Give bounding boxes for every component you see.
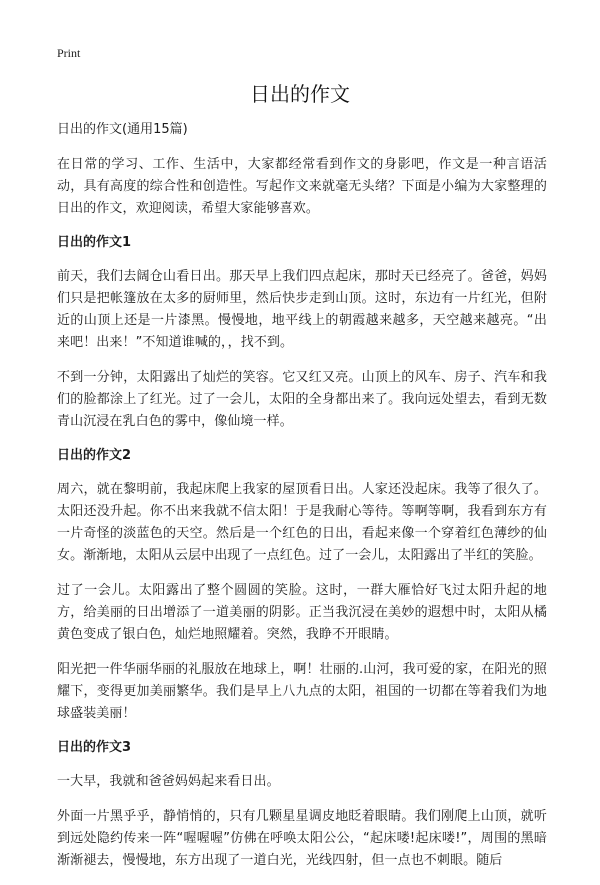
intro-paragraph: 在日常的学习、工作、生活中，大家都经常看到作文的身影吧，作文是一种言语活动，具有高度的综合性和创造性。写起作文来就毫无头绪？下面是小编为大家整理的日出的作文，欢迎阅读，希望大家能够喜欢。 [57,157,547,216]
section-paragraph: 阳光把一件华丽华丽的礼服放在地球上，啊！壮丽的.山河，我可爱的家，在阳光的照耀下，变得更加美丽繁华。我们是早上八九点的太阳，祖国的一切都在等着我们为地球盛装美丽！ [57,662,547,721]
article-body [57,120,547,885]
page-title: 日出的作文 [250,82,350,106]
section-paragraph: 前天，我们去阔仓山看日出。那天早上我们四点起床，那时天已经亮了。爸爸，妈妈们只是把帐篷放在太多的厨师里，然后快步走到山顶。这时，东边有一片红光，但附近的山顶上还是一片漆黑。慢慢地，地平线上的朝霞越来越多，天空越来越亮。“出来吧！出来！”不知道谁喊的，，找不到。 [57,269,547,350]
section-paragraph: 周六，就在黎明前，我起床爬上我家的屋顶看日出。人家还没起床。我等了很久了。太阳还没升起。你不出来我就不信太阳！于是我耐心等待。等啊等啊，我看到东方有一片奇怪的淡蓝色的天空。然后是一个红色的日出，看起来像一个穿着红色薄纱的仙女。渐渐地，太阳从云层中出现了一点红色。过了一会儿，太阳露出了半红的笑脸。 [57,482,547,563]
section-paragraph: 外面一片黑乎乎，静悄悄的，只有几颗星星调皮地眨着眼睛。我们刚爬上山顶，就听到远处隐约传来一阵“喔喔喔”仿佛在呼唤太阳公公，“起床喽!起床喽!”，周围的黑暗渐渐褪去，慢慢地，东方出现了一道白光，光线四射，但一点也不刺眼。随后 [57,809,547,868]
section-paragraph: 一大早，我就和爸爸妈妈起来看日出。 [57,774,280,789]
section-heading: 日出的作文3 [57,740,132,755]
section-heading: 日出的作文2 [57,448,132,463]
section-paragraph: 过了一会儿。太阳露出了整个圆圆的笑脸。这时，一群大雁恰好飞过太阳升起的地方，给美丽的日出增添了一道美丽的阴影。正当我沉浸在美妙的遐想中时，太阳从橘黄色变成了银白色，灿烂地照耀着。突然，我睁不开眼睛。 [57,583,547,642]
section-paragraph: 不到一分钟，太阳露出了灿烂的笑容。它又红又亮。山顶上的风车、房子、汽车和我们的脸都涂上了红光。过了一会儿，太阳的全身都出来了。我向远处望去，看到无数青山沉浸在乳白色的雾中，像仙境一样。 [57,370,547,429]
section-heading: 日出的作文1 [57,235,132,250]
article-subtitle: 日出的作文(通用15篇) [57,122,188,137]
print-link[interactable]: Print [57,46,81,60]
